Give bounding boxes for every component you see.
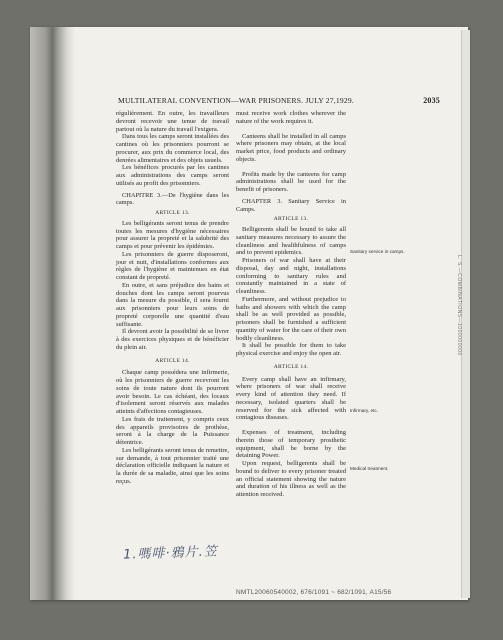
page-number: 2035 <box>423 96 440 105</box>
paragraph: Les frais de traitement, y compris ceux des appareils provisoires de prothèse, seront à la charge de la Puissance détentrice. <box>116 415 229 446</box>
paragraph: Canteens shall be installed in all camps where prisoners may obtain, at the local market price, food products and ordinary objects. <box>236 132 346 163</box>
paragraph: Upon request, belligerents shall be bound to deliver to every prisoner treated an official statement showing the nature and duration of his illness as well as the attention received. <box>236 460 346 498</box>
page-header <box>118 96 440 105</box>
page-edge-strip <box>461 30 470 598</box>
paragraph: En outre, et sans préjudice des bains et douches dont les camps seront pourvus dans la mesure du possible, il sera fourni aux prisonniers pour leurs soins de propreté corporelle une quantité d'eau suffisante. <box>116 281 229 328</box>
paragraph: Prisoners of war shall have at their disposal, day and night, installations conforming to sanitary rules and constantly maintained in a state of cleanliness. <box>236 257 346 295</box>
paragraph: Furthermore, and without prejudice to baths and showers with which the camp shall be as well provided as possible, prisoners shall be furnished a sufficient quantity of water for the care of their own bodily cleanliness. <box>236 295 346 342</box>
paragraph: Les belligérants seront tenus de prendre toutes les mesures d'hygiène nécessaires pour assurer la propreté et la salubrité des camps et pour prévenir les épidémies. <box>116 219 229 250</box>
paragraph: Les belligérants seront tenus de remettre, sur demande, à tout prisonnier traité une déclaration officielle indiquant la nature et la durée de sa maladie, ainsi que les soins reçus. <box>116 446 229 485</box>
paragraph: must receive work clothes wherever the nature of the work requires it. <box>236 110 346 125</box>
sidenote: Sanitary service in camps. <box>350 249 405 254</box>
paragraph: Every camp shall have an infirmary, where prisoners of war shall receive every kind of attention they need. If necessary, isolated quarters shall be reserved for the sick affected with contagious diseases. <box>236 375 346 422</box>
article-heading: ARTICLE 13. <box>155 210 190 216</box>
french-column <box>116 110 229 486</box>
paragraph: Dans tous les camps seront installées des cantines où les prisonniers pourront se procurer, aux prix du commerce local, des denrées alimentaires et des objets usuels. <box>116 133 229 164</box>
chapter-heading: CHAPTER 3. Sanitary Service in Camps. <box>236 197 346 213</box>
paragraph: Les bénéfices procurés par les cantines aux administrations des camps seront utilisés au profit des prisonniers. <box>116 164 229 187</box>
margin-stamp: L. S.—COMBINATIONS—1000000000 <box>456 255 462 356</box>
sidenote: Medical treatment. <box>350 466 389 471</box>
paragraph: Belligerents shall be bound to take all sanitary measures necessary to assure the cleanliness and healthfulness of camps and to prevent epidemics. <box>236 226 346 257</box>
running-title: MULTILATERAL CONVENTION—WAR PRISONERS. JULY 27,1929. <box>118 96 354 105</box>
paragraph: Chaque camp possédera une infirmerie, où les prisonniers de guerre recevront les soins de toute nature dont ils pourront avoir besoin. Le cas échéant, des locaux d'isolement seront réservés aux malades atteints d'affections contagieuses. <box>116 369 229 415</box>
paragraph: Profits made by the canteens for camp administrations shall be used for the benefit of prisoners. <box>236 170 346 193</box>
paragraph: régulièrement. En outre, les travailleurs devront recevoir une tenue de travail partout où la nature du travail l'exigera. <box>116 110 229 133</box>
article-heading: ARTICLE 14. <box>155 357 190 364</box>
paragraph: Expenses of treatment, including therein those of temporary prosthetic equipment, shall be borne by the detaining Power. <box>236 429 346 460</box>
article-heading: ARTICLE 14. <box>273 363 309 370</box>
english-column <box>236 110 346 499</box>
handwritten-annotation: 1.嗎啡·鴉片.笠 <box>122 544 218 563</box>
paragraph: Les prisonniers de guerre disposeront, jour et nuit, d'installations conformes aux règles de l'hygiène et maintenues en état constant de propreté. <box>116 250 229 281</box>
paragraph: It shall be possible for them to take physical exercise and enjoy the open air. <box>236 342 346 357</box>
paragraph: Il devront avoir la possibilité de se livrer à des exercices physiques et de bénéficier du plein air. <box>116 328 229 351</box>
chapter-heading: CHAPITRE 3.—De l'hygiène dans les camps. <box>116 191 229 207</box>
binding-gutter <box>30 27 75 600</box>
sidenote: Infirmary, etc. <box>350 408 379 413</box>
article-heading: ARTICLE 13. <box>273 216 309 223</box>
archive-number: NMTL20060540002, 676/1091 ~ 682/1091, A15/56 <box>236 589 392 596</box>
